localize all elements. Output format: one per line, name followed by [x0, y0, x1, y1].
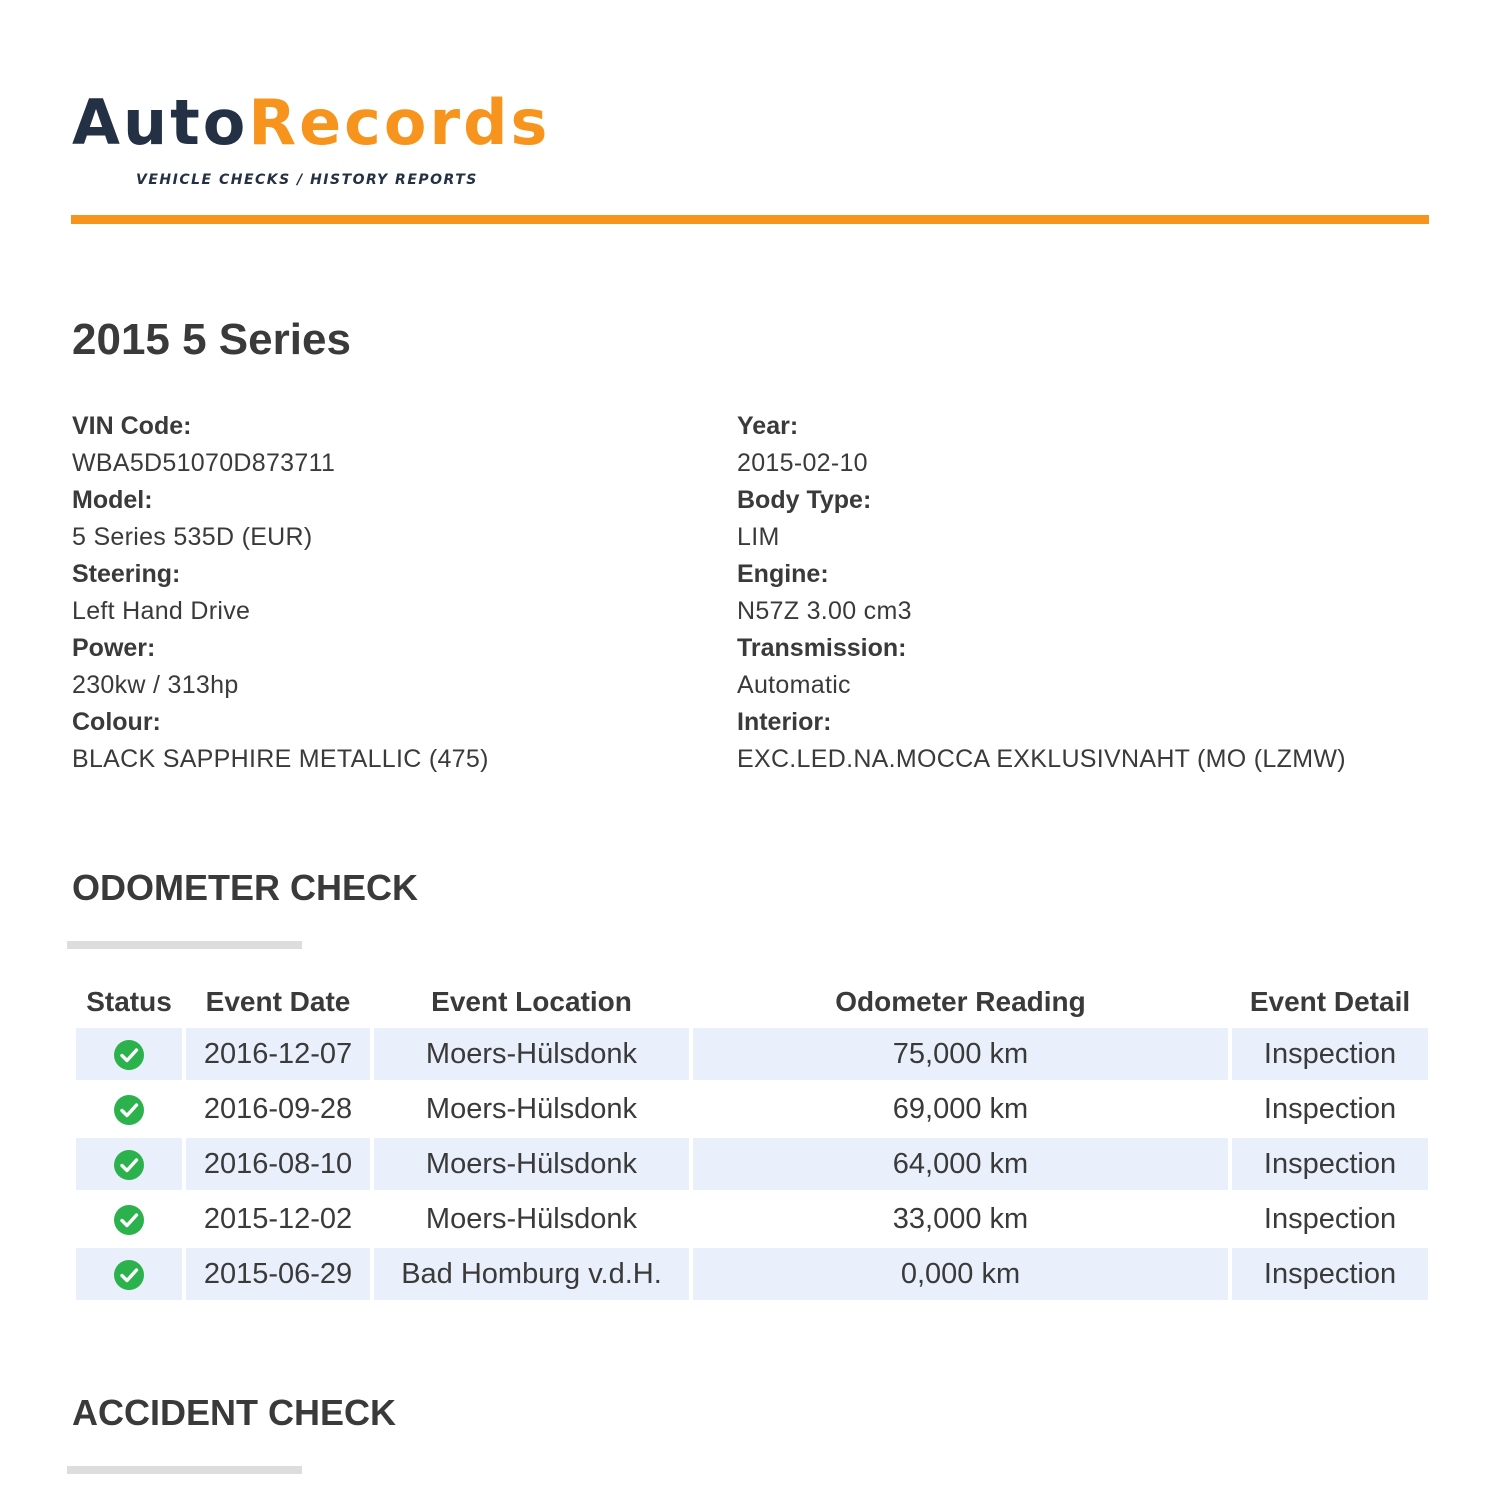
- event-location-cell: Moers-Hülsdonk: [374, 1028, 689, 1080]
- spec-value-year: 2015-02-10: [737, 449, 868, 477]
- event-date-cell: 2016-12-07: [186, 1028, 370, 1080]
- table-row: [76, 1193, 1428, 1245]
- specs-left-column: [72, 408, 489, 778]
- logo-tagline: VEHICLE CHECKS / HISTORY REPORTS: [136, 172, 478, 188]
- vehicle-title: 2015 5 Series: [72, 315, 351, 364]
- odometer-reading-cell: 64,000 km: [693, 1138, 1228, 1190]
- status-cell: [76, 1083, 182, 1135]
- check-circle-icon: [113, 1149, 145, 1181]
- spec-label-interior: Interior:: [737, 708, 832, 736]
- accident-section-title: ACCIDENT CHECK: [72, 1392, 396, 1433]
- logo-auto: Auto: [72, 86, 249, 159]
- spec-label-year: Year:: [737, 412, 799, 440]
- event-detail-cell: Inspection: [1232, 1248, 1428, 1300]
- spec-value-engine: N57Z 3.00 cm3: [737, 597, 912, 625]
- odometer-reading-cell: 0,000 km: [693, 1248, 1228, 1300]
- specs-right-column: [737, 408, 1346, 778]
- spec-label-engine: Engine:: [737, 560, 829, 588]
- odometer-section-title: ODOMETER CHECK: [72, 867, 419, 908]
- spec-value-colour: BLACK SAPPHIRE METALLIC (475): [72, 745, 489, 773]
- header-rule: [71, 215, 1429, 224]
- table-row: [76, 1083, 1428, 1135]
- spec-value-steering: Left Hand Drive: [72, 597, 251, 625]
- column-header-event-date: Event Date: [205, 986, 351, 1017]
- spec-value-body-type: LIM: [737, 523, 780, 551]
- spec-label-transmission: Transmission:: [737, 634, 907, 662]
- event-detail-cell: Inspection: [1232, 1138, 1428, 1190]
- spec-label-body-type: Body Type:: [737, 486, 872, 514]
- table-row: [76, 1138, 1428, 1190]
- spec-label-steering: Steering:: [72, 560, 181, 588]
- status-cell: [76, 1248, 182, 1300]
- event-detail-cell: Inspection: [1263, 1202, 1397, 1235]
- spec-value-model: 5 Series 535D (EUR): [72, 523, 313, 551]
- odometer-reading-cell: 69,000 km: [892, 1092, 1029, 1125]
- accident-section-underline: [67, 1466, 302, 1474]
- status-cell: [76, 1193, 182, 1245]
- check-circle-icon: [113, 1094, 145, 1126]
- event-location-cell: Moers-Hülsdonk: [374, 1138, 689, 1190]
- odometer-table: [72, 976, 1432, 1303]
- check-circle-icon: [113, 1259, 145, 1291]
- spec-value-vin: WBA5D51070D873711: [72, 449, 336, 477]
- spec-label-colour: Colour:: [72, 708, 161, 736]
- event-date-cell: 2016-09-28: [203, 1092, 353, 1125]
- odometer-reading-cell: 33,000 km: [892, 1202, 1029, 1235]
- spec-label-model: Model:: [72, 486, 153, 514]
- event-detail-cell: Inspection: [1263, 1092, 1397, 1125]
- status-cell: [76, 1138, 182, 1190]
- spec-label-power: Power:: [72, 634, 156, 662]
- logo: [72, 86, 551, 159]
- spec-label-vin: VIN Code:: [72, 412, 192, 440]
- spec-value-interior: EXC.LED.NA.MOCCA EXKLUSIVNAHT (MO (LZMW): [737, 745, 1346, 773]
- column-header-odometer-reading: Odometer Reading: [835, 986, 1086, 1017]
- column-header-event-detail: Event Detail: [1249, 986, 1411, 1017]
- logo-records: Records: [248, 86, 551, 159]
- event-detail-cell: Inspection: [1232, 1028, 1428, 1080]
- event-location-cell: Moers-Hülsdonk: [425, 1202, 638, 1235]
- event-date-cell: 2015-06-29: [186, 1248, 370, 1300]
- table-row: [76, 1028, 1428, 1080]
- event-date-cell: 2016-08-10: [186, 1138, 370, 1190]
- spec-value-power: 230kw / 313hp: [72, 671, 239, 699]
- spec-value-transmission: Automatic: [737, 671, 851, 699]
- status-cell: [76, 1028, 182, 1080]
- column-header-status: Status: [86, 986, 172, 1017]
- check-circle-icon: [113, 1039, 145, 1071]
- odometer-reading-cell: 75,000 km: [693, 1028, 1228, 1080]
- odometer-header-row: [76, 979, 1428, 1025]
- check-circle-icon: [113, 1204, 145, 1236]
- odometer-section-underline: [67, 941, 302, 949]
- event-location-cell: Bad Homburg v.d.H.: [374, 1248, 689, 1300]
- column-header-event-location: Event Location: [431, 986, 632, 1017]
- table-row: [76, 1248, 1428, 1300]
- event-date-cell: 2015-12-02: [203, 1202, 353, 1235]
- event-location-cell: Moers-Hülsdonk: [425, 1092, 638, 1125]
